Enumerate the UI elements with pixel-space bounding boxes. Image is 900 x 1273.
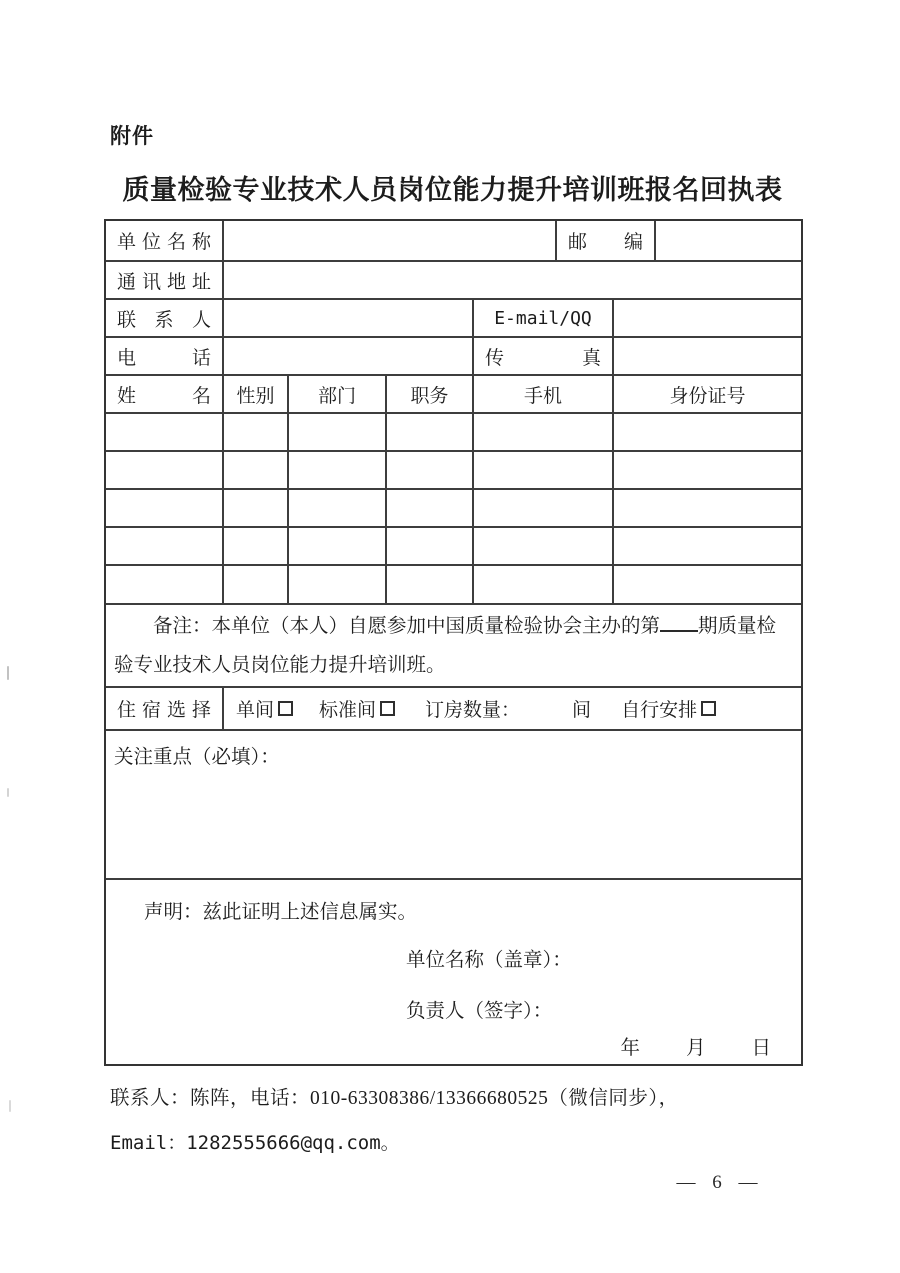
date-line <box>620 1032 771 1060</box>
single-room-label: 单间 <box>236 700 275 721</box>
unit-name-label: 单位名称 <box>117 232 211 253</box>
contact-person-value-cell <box>222 300 472 336</box>
self-arrange-label: 自行安排 <box>621 700 698 721</box>
phone-label: 电话 <box>117 347 211 369</box>
empty-cell <box>222 490 287 526</box>
empty-cell <box>106 528 222 564</box>
empty-cell <box>385 414 472 450</box>
page-title: 质量检验专业技术人员岗位能力提升培训班报名回执表 <box>122 175 783 205</box>
remark-suffix: 期质量检验专业技术人员岗位能力提升培训班。 <box>114 616 777 676</box>
empty-cell <box>612 566 801 603</box>
session-number-blank <box>660 611 698 633</box>
header-name-label: 姓名 <box>117 385 211 407</box>
scan-artifact <box>9 1100 11 1112</box>
postal-code-label-cell <box>555 221 654 260</box>
fax-label-cell <box>472 338 612 374</box>
accommodation-label: 住宿选择 <box>117 700 211 721</box>
empty-cell <box>287 490 385 526</box>
standard-room-option <box>319 695 395 722</box>
unit-name-value-cell <box>222 221 555 260</box>
attendee-header-name <box>106 376 222 412</box>
empty-cell <box>222 414 287 450</box>
header-id-number-label: 身份证号 <box>669 385 746 407</box>
date-day-label: 日 <box>751 1038 771 1059</box>
empty-cell <box>612 414 801 450</box>
focus-cell <box>106 731 801 878</box>
address-row <box>106 260 801 298</box>
empty-cell <box>287 566 385 603</box>
attendee-empty-row <box>106 412 801 450</box>
attendee-header-mobile <box>472 376 612 412</box>
remark-row <box>106 603 801 686</box>
date-month-label: 月 <box>685 1038 706 1059</box>
attendee-empty-row <box>106 526 801 564</box>
empty-cell <box>106 414 222 450</box>
empty-cell <box>385 452 472 488</box>
address-label: 通讯地址 <box>117 271 211 293</box>
empty-cell <box>612 528 801 564</box>
empty-cell <box>472 566 612 603</box>
fax-label: 传真 <box>485 347 601 369</box>
contact-person-label: 联系人 <box>117 309 211 331</box>
attendee-empty-row <box>106 564 801 603</box>
empty-cell <box>472 452 612 488</box>
focus-row <box>106 729 801 878</box>
empty-cell <box>472 490 612 526</box>
focus-label: 关注重点（必填）： <box>114 747 280 768</box>
empty-cell <box>106 452 222 488</box>
footer-contact-line: 联系人：陈阵，电话：010-63308386/13366680525（微信同步）， <box>110 1088 679 1109</box>
contact-person-row <box>106 298 801 336</box>
address-label-cell <box>106 262 222 298</box>
empty-cell <box>287 452 385 488</box>
attendee-empty-row <box>106 450 801 488</box>
phone-row <box>106 336 801 374</box>
unit-seal-label: 单位名称（盖章）： <box>406 950 572 971</box>
self-arrange-option <box>621 695 716 722</box>
attendee-header-position <box>385 376 472 412</box>
empty-cell <box>222 566 287 603</box>
declaration-statement: 声明：兹此证明上述信息属实。 <box>144 902 418 923</box>
phone-label-cell <box>106 338 222 374</box>
postal-code-value-cell <box>654 221 801 260</box>
header-department-label: 部门 <box>317 385 356 407</box>
scan-artifact <box>7 788 9 797</box>
standard-room-checkbox <box>380 701 395 716</box>
room-quantity-unit: 间 <box>572 700 592 721</box>
contact-person-label-cell <box>106 300 222 336</box>
single-room-option <box>236 695 293 722</box>
unit-name-row <box>106 221 801 260</box>
header-gender-label: 性别 <box>236 385 275 407</box>
accommodation-row <box>106 686 801 729</box>
signer-label: 负责人（签字）： <box>406 1001 553 1022</box>
empty-cell <box>106 490 222 526</box>
unit-name-label-cell <box>106 221 222 260</box>
header-mobile-label: 手机 <box>523 385 562 407</box>
postal-code-label: 邮编 <box>568 232 643 253</box>
remark-prefix: 备注：本单位（本人）自愿参加中国质量检验协会主办的第 <box>153 616 661 637</box>
empty-cell <box>222 452 287 488</box>
registration-form-table <box>104 219 803 1066</box>
attendee-header-id-number <box>612 376 801 412</box>
declaration-cell <box>106 880 801 1064</box>
attendee-header-row <box>106 374 801 412</box>
empty-cell <box>222 528 287 564</box>
self-arrange-checkbox <box>701 701 716 716</box>
empty-cell <box>612 490 801 526</box>
footer-email-line: Email：1282555666@qq.com。 <box>110 1132 400 1154</box>
empty-cell <box>385 490 472 526</box>
empty-cell <box>385 566 472 603</box>
email-qq-label: E-mail/QQ <box>494 307 592 329</box>
accommodation-options-cell <box>222 688 801 729</box>
email-qq-label-cell <box>472 300 612 336</box>
scan-artifact <box>7 666 9 680</box>
accommodation-label-cell <box>106 688 222 729</box>
attachment-label: 附件 <box>110 125 154 148</box>
single-room-checkbox <box>278 701 293 716</box>
attendee-header-department <box>287 376 385 412</box>
room-quantity-label: 订房数量： <box>425 700 521 721</box>
remark-cell <box>106 605 801 686</box>
attendee-empty-row <box>106 488 801 526</box>
declaration-row <box>106 878 801 1064</box>
empty-cell <box>385 528 472 564</box>
page-number: — 6 — <box>676 1172 764 1193</box>
email-qq-value-cell <box>612 300 801 336</box>
empty-cell <box>612 452 801 488</box>
date-year-label: 年 <box>620 1038 640 1059</box>
address-value-cell <box>222 262 801 298</box>
fax-value-cell <box>612 338 801 374</box>
empty-cell <box>472 528 612 564</box>
standard-room-label: 标准间 <box>319 700 377 721</box>
empty-cell <box>287 528 385 564</box>
attendee-header-gender <box>222 376 287 412</box>
empty-cell <box>106 566 222 603</box>
header-position-label: 职务 <box>410 385 449 407</box>
empty-cell <box>287 414 385 450</box>
phone-value-cell <box>222 338 472 374</box>
remark-text <box>106 605 801 685</box>
empty-cell <box>472 414 612 450</box>
